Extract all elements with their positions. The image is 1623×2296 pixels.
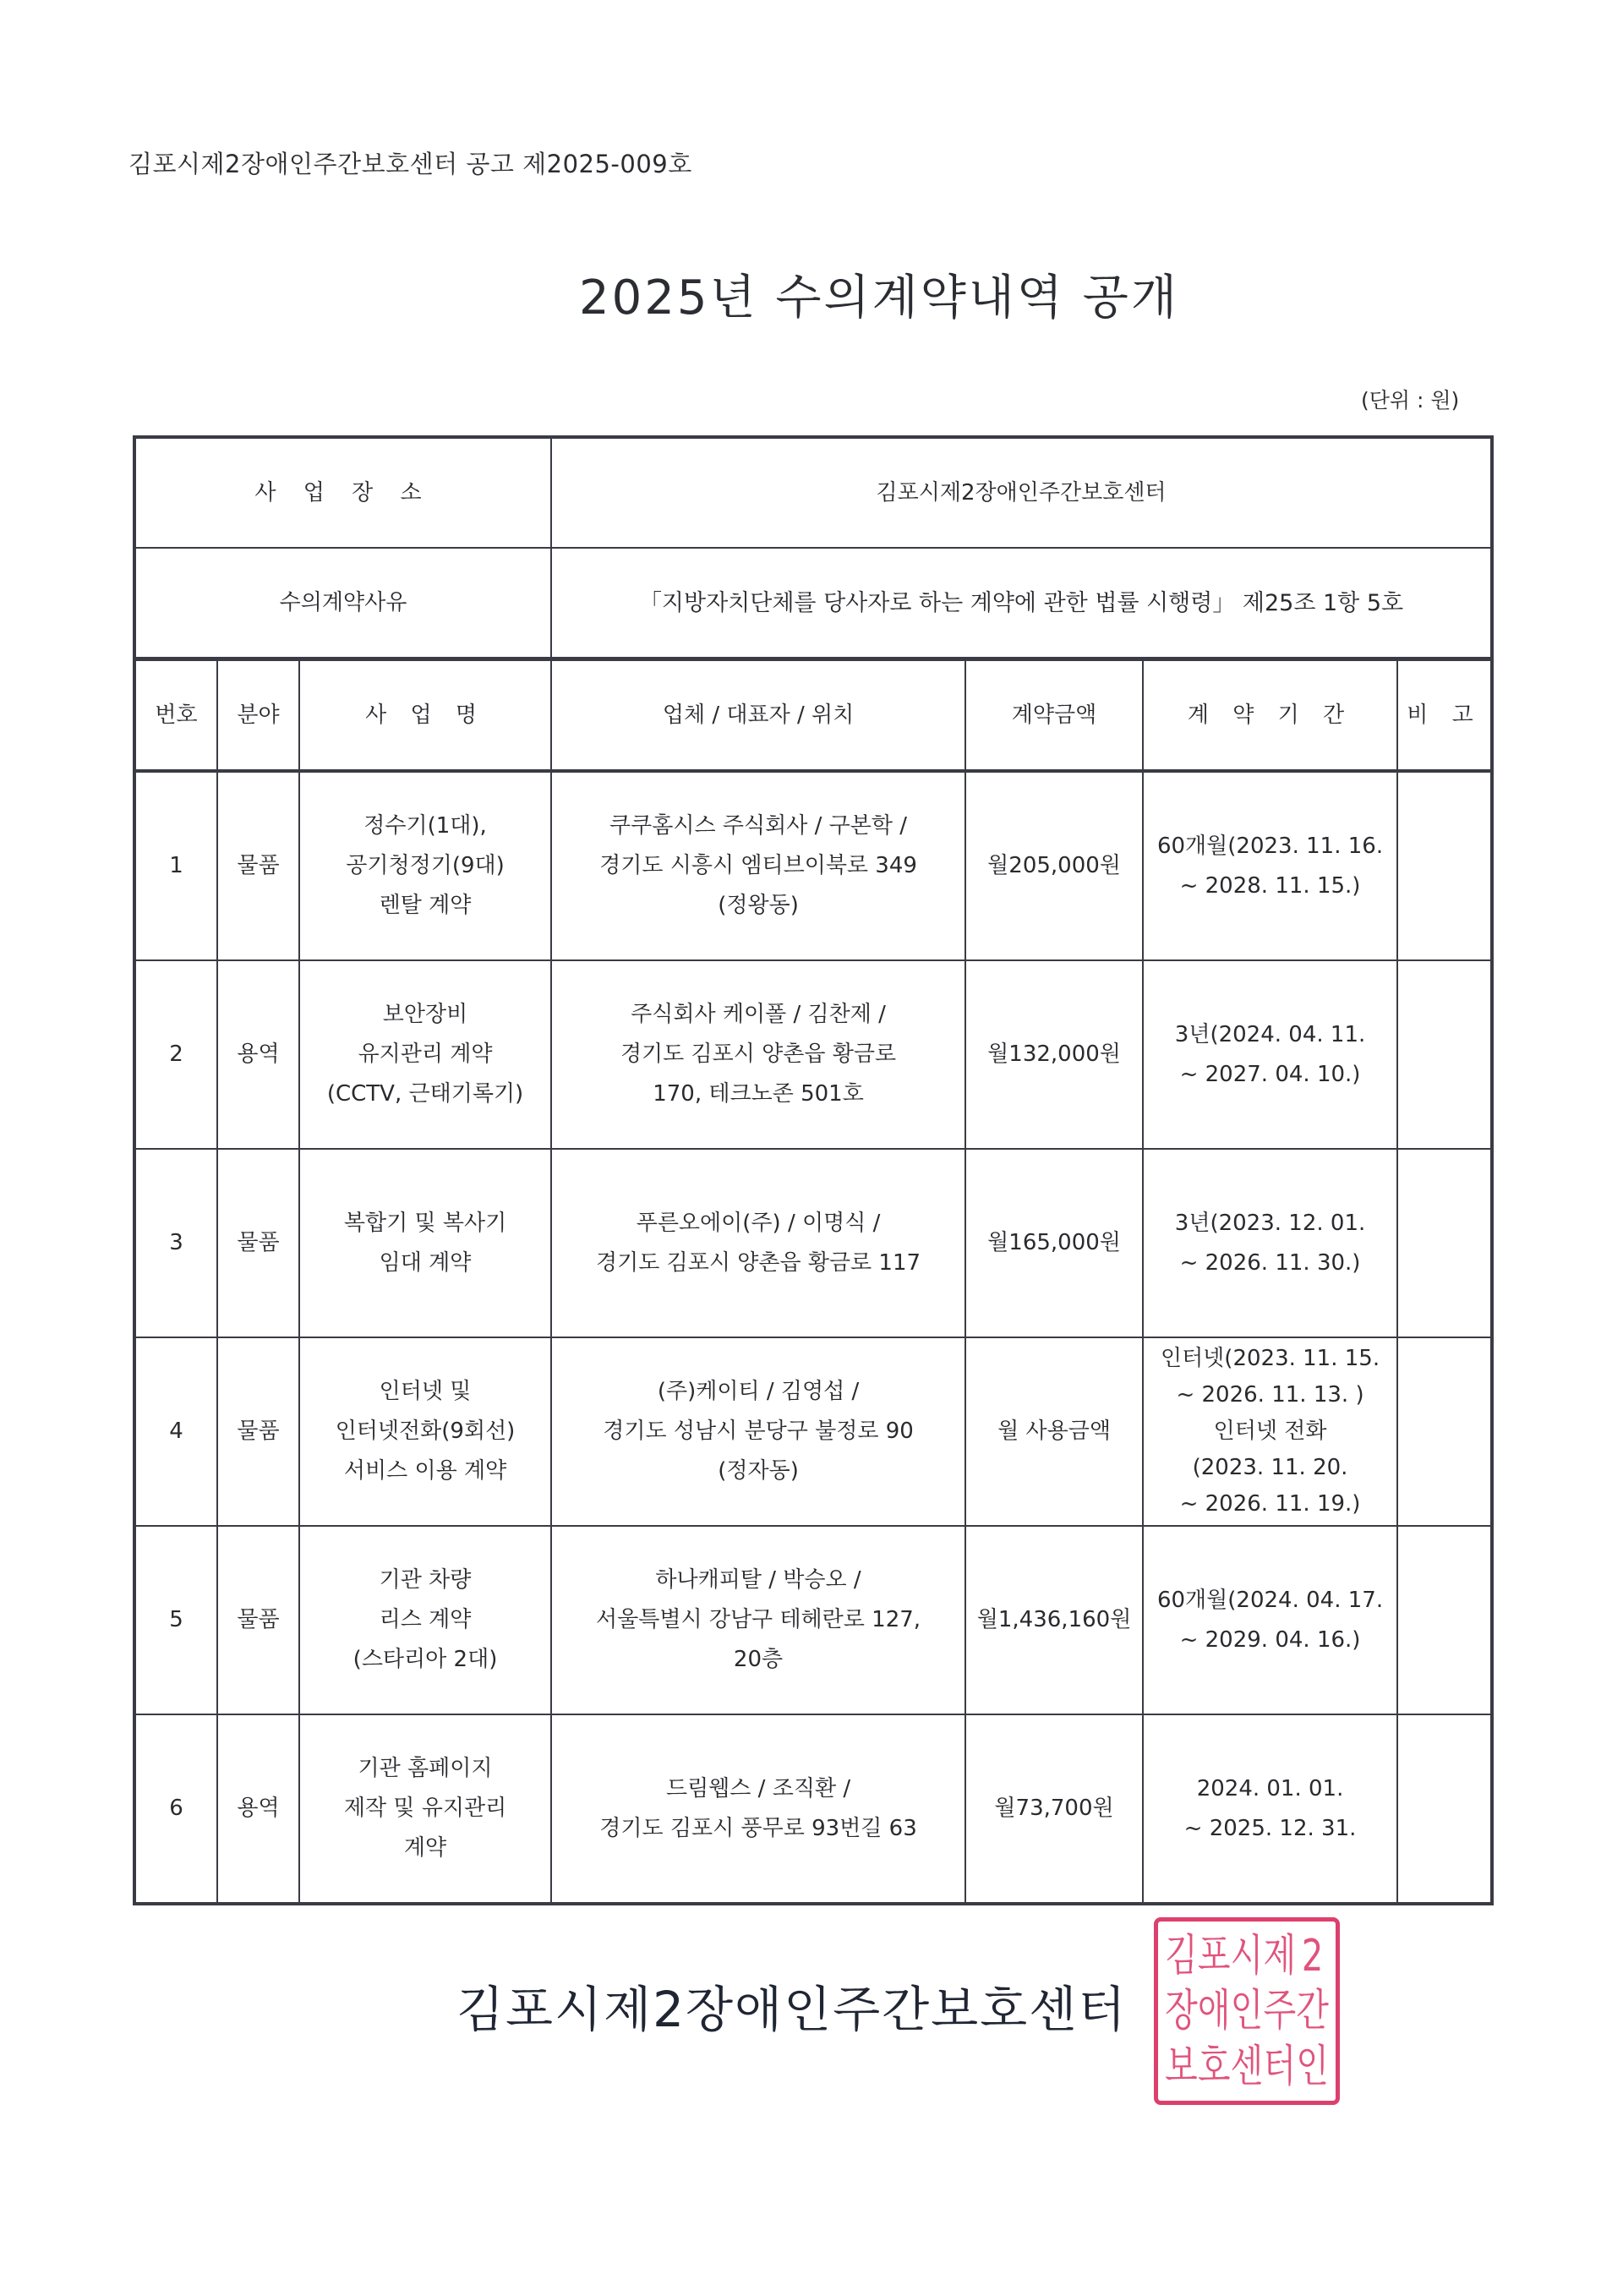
cell-line: 경기도 김포시 양촌읍 황금로 117: [595, 1249, 921, 1276]
seal-char: 시: [1230, 1930, 1264, 1982]
table-row: [134, 1149, 1492, 1337]
seal-char: 김: [1165, 1930, 1198, 1982]
seal-char: 센: [1230, 2041, 1264, 2092]
cell-no: 2: [134, 960, 217, 1149]
cell-line: 유지관리 계약: [358, 1041, 493, 1067]
cell-line: ~ 2029. 04. 16.): [1179, 1626, 1361, 1653]
table-header-row: [134, 659, 1492, 772]
cell-line: 경기도 시흥시 엠티브이북로 349: [599, 853, 917, 878]
cell-project: [299, 1337, 551, 1526]
cell-category: 용역: [217, 960, 299, 1149]
table-row: [134, 960, 1492, 1149]
table-row: [134, 1714, 1492, 1904]
cell-line: 푸른오에이(주) / 이명식 /: [636, 1210, 881, 1236]
official-seal-stamp: [1154, 1917, 1340, 2105]
seal-char: 인: [1230, 1986, 1264, 2036]
cell-line: (스타리아 2대): [352, 1647, 498, 1672]
cell-project: [299, 1526, 551, 1714]
seal-char: 애: [1197, 1986, 1231, 2036]
cell-line: 드림웹스 / 조직환 /: [665, 1775, 851, 1801]
cell-line: 경기도 김포시 풍무로 93번길 63: [599, 1815, 917, 1841]
cell-vendor: [551, 771, 965, 960]
header-project: 사 업 명: [299, 659, 551, 772]
cell-category: 물품: [217, 1337, 299, 1526]
table-body: [134, 771, 1492, 1904]
cell-line: 계약: [403, 1835, 447, 1861]
cell-amount: 월205,000원: [965, 771, 1143, 960]
cell-line: 인터넷(2023. 11. 15.: [1160, 1346, 1380, 1371]
workplace-value: 김포시제2장애인주간보호센터: [551, 437, 1492, 548]
cell-note: [1397, 1714, 1492, 1904]
header-amount: 계약금액: [965, 659, 1143, 772]
cell-line: 정수기(1대),: [363, 813, 487, 839]
cell-line: ~ 2026. 11. 19.): [1179, 1491, 1361, 1517]
cell-period: [1143, 771, 1397, 960]
cell-line: 인터넷 및: [379, 1379, 472, 1404]
cell-line: ~ 2028. 11. 15.): [1179, 872, 1361, 899]
cell-line: ~ 2027. 04. 10.): [1179, 1061, 1361, 1087]
cell-category: 물품: [217, 1526, 299, 1714]
cell-period: [1143, 1149, 1397, 1337]
cell-line: 보안장비: [382, 1002, 468, 1027]
header-note: 비 고: [1397, 659, 1492, 772]
cell-line: 서울특별시 강남구 테헤란로 127,: [595, 1607, 921, 1632]
cell-line: 주식회사 케이폴 / 김찬제 /: [631, 1002, 886, 1027]
workplace-label-text: 사 업 장 소: [254, 479, 432, 506]
seal-char: 호: [1197, 2041, 1231, 2092]
cell-line: 170, 테크노존 501호: [653, 1081, 864, 1107]
cell-line: 서비스 이용 계약: [343, 1458, 507, 1484]
unit-label: (단위 : 원): [1361, 388, 1460, 413]
cell-no: 1: [134, 771, 217, 960]
seal-characters: [1165, 1928, 1329, 2094]
cell-line: (CCTV, 근태기록기): [326, 1081, 524, 1107]
seal-char: 터: [1263, 2041, 1297, 2092]
cell-line: 기관 차량: [379, 1567, 472, 1593]
seal-char: 제: [1263, 1930, 1297, 1982]
reason-value: 「지방자치단체를 당사자로 하는 계약에 관한 법률 시행령」 제25조 1항 5호: [551, 548, 1492, 659]
cell-no: 5: [134, 1526, 217, 1714]
cell-category: 용역: [217, 1714, 299, 1904]
cell-line: 60개월(2023. 11. 16.: [1156, 833, 1384, 859]
header-category: 분야: [217, 659, 299, 772]
cell-line: ~ 2026. 11. 30.): [1179, 1249, 1361, 1276]
cell-amount: 월73,700원: [965, 1714, 1143, 1904]
cell-no: 4: [134, 1337, 217, 1526]
table-row: [134, 771, 1492, 960]
table-row: [134, 1526, 1492, 1714]
seal-char: 간: [1296, 1986, 1329, 2036]
cell-line: 제작 및 유지관리: [343, 1796, 507, 1821]
seal-char: 보: [1165, 2041, 1198, 2092]
cell-period: [1143, 1714, 1397, 1904]
cell-project: [299, 1714, 551, 1904]
cell-vendor: [551, 1526, 965, 1714]
cell-vendor: [551, 1714, 965, 1904]
cell-amount: 월165,000원: [965, 1149, 1143, 1337]
header-period: 계 약 기 간: [1143, 659, 1397, 772]
header-no: 번호: [134, 659, 217, 772]
page-title: 2025년 수의계약내역 공개: [579, 271, 1179, 325]
notice-number: 김포시제2장애인주간보호센터 공고 제2025-009호: [128, 150, 692, 178]
contract-table: [133, 435, 1494, 1905]
cell-line: ~ 2026. 11. 13. ): [1176, 1382, 1364, 1408]
cell-vendor: [551, 1337, 965, 1526]
seal-char: 인: [1296, 2041, 1329, 2092]
cell-line: 20층: [733, 1647, 784, 1672]
footer-organization: 김포시제2장애인주간보호센터: [456, 1981, 1128, 2038]
cell-note: [1397, 960, 1492, 1149]
cell-no: 6: [134, 1714, 217, 1904]
cell-note: [1397, 1149, 1492, 1337]
cell-project: [299, 1149, 551, 1337]
seal-char: 포: [1197, 1930, 1231, 1982]
cell-period: [1143, 960, 1397, 1149]
cell-line: 3년(2024. 04. 11.: [1174, 1021, 1366, 1047]
cell-no: 3: [134, 1149, 217, 1337]
cell-project: [299, 960, 551, 1149]
workplace-label: [134, 437, 551, 548]
cell-line: 3년(2023. 12. 01.: [1174, 1210, 1366, 1236]
cell-line: (정왕동): [718, 893, 799, 918]
cell-note: [1397, 1337, 1492, 1526]
cell-amount: 월1,436,160원: [965, 1526, 1143, 1714]
cell-line: 2024. 01. 01.: [1196, 1775, 1344, 1801]
cell-line: 60개월(2024. 04. 17.: [1156, 1587, 1384, 1613]
cell-amount: 월 사용금액: [965, 1337, 1143, 1526]
cell-line: 인터넷전화(9회선): [335, 1419, 516, 1444]
cell-vendor: [551, 960, 965, 1149]
cell-line: (주)케이티 / 김영섭 /: [657, 1379, 860, 1404]
reason-label: 수의계약사유: [134, 548, 551, 659]
cell-note: [1397, 771, 1492, 960]
cell-category: 물품: [217, 771, 299, 960]
cell-vendor: [551, 1149, 965, 1337]
cell-line: 쿠쿠홈시스 주식회사 / 구본학 /: [609, 813, 908, 839]
cell-line: 공기청정기(9대): [346, 853, 505, 878]
cell-line: 경기도 김포시 양촌읍 황금로: [620, 1041, 897, 1067]
cell-note: [1397, 1526, 1492, 1714]
seal-char: 2: [1301, 1930, 1324, 1982]
table-row: [134, 1337, 1492, 1526]
seal-char: 장: [1165, 1986, 1198, 2036]
seal-char: 주: [1263, 1986, 1297, 2036]
cell-project: [299, 771, 551, 960]
cell-line: ~ 2025. 12. 31.: [1183, 1815, 1357, 1841]
cell-line: (2023. 11. 20.: [1192, 1455, 1348, 1480]
cell-line: 경기도 성남시 분당구 불정로 90: [603, 1419, 914, 1444]
cell-category: 물품: [217, 1149, 299, 1337]
cell-line: 하나캐피탈 / 박승오 /: [655, 1567, 861, 1593]
cell-amount: 월132,000원: [965, 960, 1143, 1149]
cell-line: 인터넷 전화: [1213, 1419, 1327, 1444]
cell-line: 임대 계약: [379, 1249, 472, 1276]
cell-line: (정자동): [718, 1458, 799, 1484]
cell-period: [1143, 1526, 1397, 1714]
header-vendor: 업체 / 대표자 / 위치: [551, 659, 965, 772]
cell-line: 리스 계약: [379, 1607, 472, 1632]
cell-line: 렌탈 계약: [379, 893, 472, 918]
cell-line: 기관 홈페이지: [358, 1756, 493, 1781]
cell-period: [1143, 1337, 1397, 1526]
cell-line: 복합기 및 복사기: [343, 1210, 507, 1236]
